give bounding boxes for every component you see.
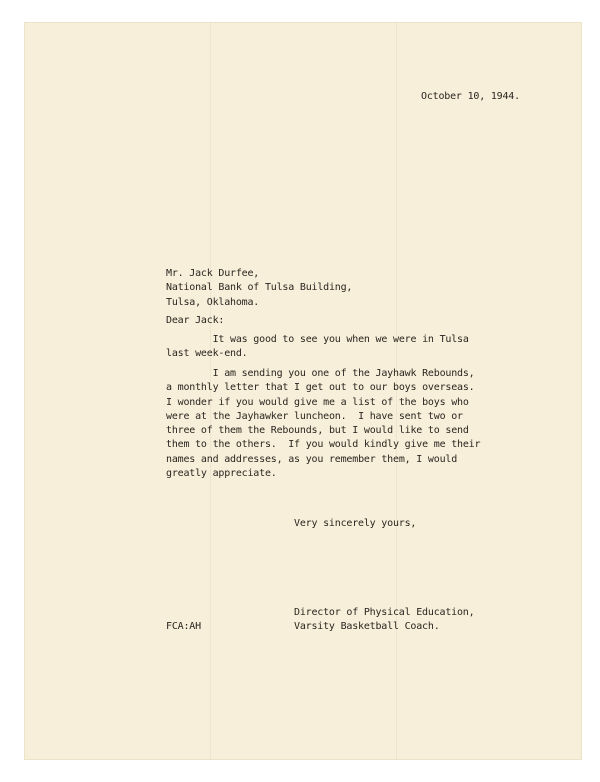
body-line: It was good to see you when we were in Tulsa: [166, 334, 469, 345]
complimentary-closing: Very sincerely yours,: [294, 518, 417, 529]
body-line: were at the Jayhawker luncheon. I have sent two or: [166, 410, 463, 422]
body-paragraph-1: [166, 333, 469, 362]
body-line: I am sending you one of the Jayhawk Rebounds,: [166, 368, 475, 379]
recipient-address-line1: National Bank of Tulsa Building,: [166, 282, 353, 294]
salutation: Dear Jack:: [166, 315, 225, 326]
body-paragraph-2: [166, 367, 480, 481]
body-line: names and addresses, as you remember them, I would: [166, 453, 458, 465]
signature-title-line: Director of Physical Education,: [294, 607, 475, 618]
body-line: greatly appreciate.: [166, 468, 277, 480]
letter-date: October 10, 1944.: [421, 91, 520, 102]
body-line: them to the others. If you would kindly give me their: [166, 439, 481, 451]
body-line: last week-end.: [166, 348, 248, 360]
body-line: a monthly letter that I get out to our boys overseas.: [166, 382, 475, 394]
letter-page: [24, 22, 582, 760]
recipient-name: Mr. Jack Durfee,: [166, 268, 260, 279]
body-line: three of them the Rebounds, but I would like to send: [166, 425, 469, 437]
signature-title-block: [294, 606, 474, 635]
signature-title-line: Varsity Basketball Coach.: [294, 621, 440, 633]
reference-initials: FCA:AH: [166, 621, 201, 632]
body-line: I wonder if you would give me a list of the boys who: [166, 396, 469, 408]
recipient-address-line2: Tulsa, Oklahoma.: [166, 296, 260, 308]
recipient-address: [166, 267, 352, 310]
